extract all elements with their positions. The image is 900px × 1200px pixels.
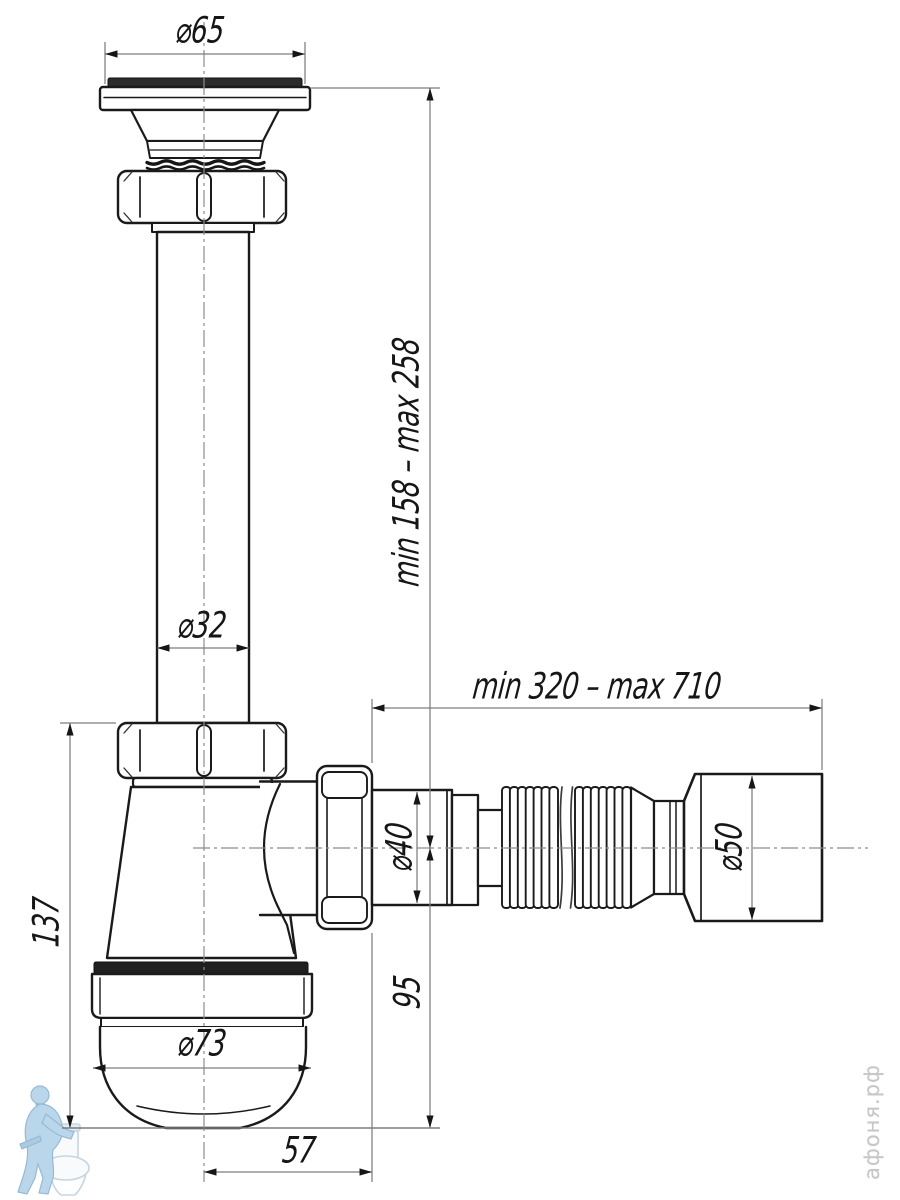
trap-body (107, 778, 317, 958)
dim-label-connector-diameter: ⌀50 (707, 820, 751, 874)
plumber-watermark (18, 1086, 89, 1195)
dim-label-body-height: 137 (24, 895, 68, 949)
dim-label-outlet-diameter: ⌀40 (377, 820, 421, 874)
dim-label-outlet-offset: 57 (280, 1128, 318, 1172)
dim-label-horizontal-range: min 320 – max 710 (470, 664, 724, 708)
dim-label-tailpipe-diameter: ⌀32 (175, 603, 229, 647)
drain-flange (100, 78, 310, 174)
slip-nut-upper (118, 171, 286, 232)
bottom-ring (92, 962, 312, 1027)
site-watermark: афоня.рф (860, 1064, 884, 1180)
dim-label-outlet-height: 95 (385, 973, 429, 1011)
slip-nut-lower (118, 723, 286, 778)
plumber-head (31, 1086, 49, 1104)
dim-label-flange-diameter: ⌀65 (173, 8, 227, 52)
tailpipe (157, 232, 249, 723)
dim-label-cup-diameter: ⌀73 (175, 1021, 229, 1065)
dim-label-vertical-range: min 158 – max 258 (384, 335, 428, 589)
